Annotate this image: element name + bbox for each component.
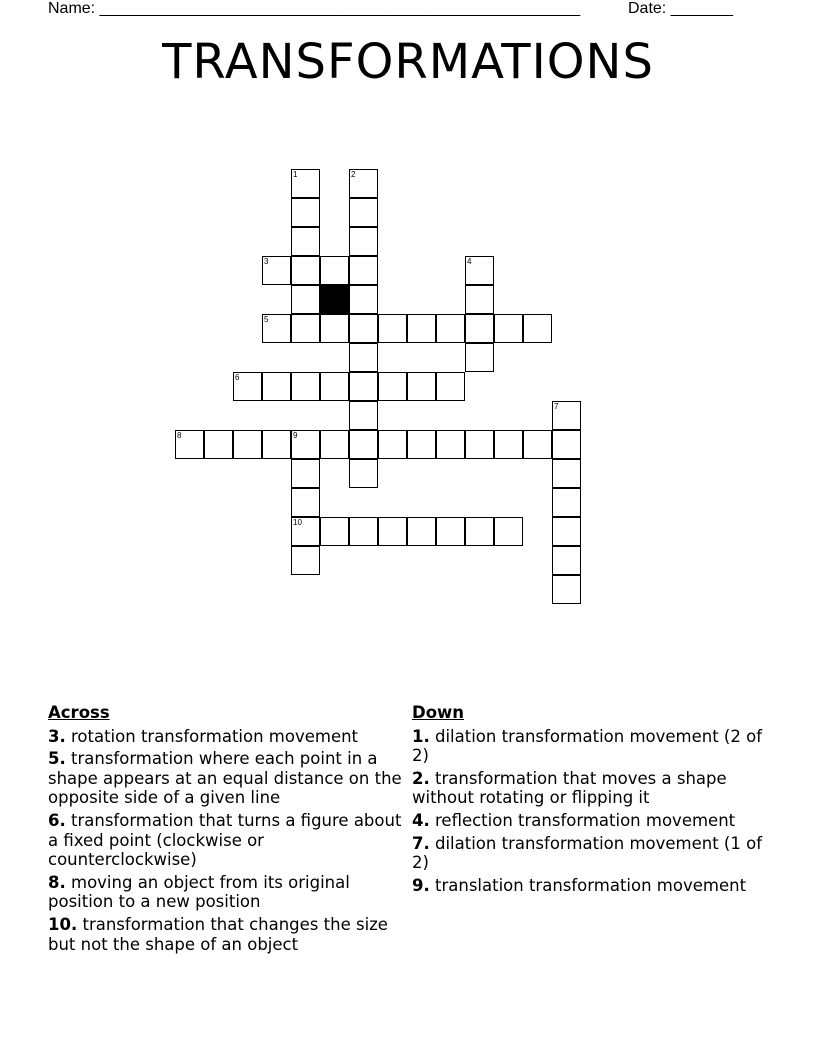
clue-number-label: 10 xyxy=(293,518,302,527)
grid-cell[interactable] xyxy=(291,314,320,343)
across-heading: Across xyxy=(48,703,110,722)
clue-number-label: 2 xyxy=(351,170,356,179)
grid-cell[interactable] xyxy=(291,256,320,285)
grid-cell[interactable] xyxy=(378,430,407,459)
grid-cell[interactable] xyxy=(494,517,523,546)
grid-cell[interactable] xyxy=(349,285,378,314)
clue-text: dilation transformation movement (2 of 2) xyxy=(412,726,763,766)
clue-number: 5. xyxy=(48,749,66,769)
clue-number-label: 7 xyxy=(554,402,559,411)
grid-cell[interactable] xyxy=(291,198,320,227)
grid-cell[interactable] xyxy=(523,314,552,343)
date-field-label: Date: _______ xyxy=(628,0,733,17)
grid-cell[interactable] xyxy=(494,314,523,343)
across-clue xyxy=(48,873,408,912)
clue-text: transformation that moves a shape without rotating or flipping it xyxy=(412,768,727,808)
down-heading: Down xyxy=(412,703,465,722)
grid-cell[interactable] xyxy=(291,227,320,256)
grid-cell[interactable] xyxy=(349,430,378,459)
grid-cell[interactable] xyxy=(320,256,349,285)
name-field-label: Name: ______________________________________________________ xyxy=(48,0,581,17)
grid-cell[interactable] xyxy=(494,430,523,459)
grid-cell[interactable] xyxy=(436,430,465,459)
clue-number-label: 6 xyxy=(235,373,240,382)
clue-number: 9. xyxy=(412,875,430,895)
grid-cell[interactable] xyxy=(262,430,291,459)
clue-number-label: 9 xyxy=(293,431,298,440)
clue-number: 10. xyxy=(48,914,78,934)
clue-number-label: 3 xyxy=(264,257,269,266)
down-clues xyxy=(412,703,762,898)
across-clue xyxy=(48,915,408,954)
grid-cell[interactable] xyxy=(552,546,581,575)
grid-cell[interactable] xyxy=(378,517,407,546)
grid-cell[interactable] xyxy=(349,256,378,285)
grid-cell[interactable] xyxy=(465,430,494,459)
grid-cell[interactable] xyxy=(291,372,320,401)
grid-cell[interactable] xyxy=(320,430,349,459)
down-clue xyxy=(412,811,762,831)
clue-text: dilation transformation movement (1 of 2) xyxy=(412,833,763,873)
clue-number-label: 8 xyxy=(177,431,182,440)
down-clue xyxy=(412,876,762,896)
clue-number: 4. xyxy=(412,810,430,830)
down-clue xyxy=(412,727,762,766)
grid-cell[interactable] xyxy=(291,546,320,575)
grid-cell[interactable] xyxy=(436,372,465,401)
clue-number: 3. xyxy=(48,726,66,746)
grid-cell[interactable] xyxy=(349,517,378,546)
grid-cell[interactable] xyxy=(465,314,494,343)
grid-cell[interactable] xyxy=(552,459,581,488)
grid-cell[interactable] xyxy=(436,314,465,343)
clue-number-label: 4 xyxy=(467,257,472,266)
grid-cell[interactable] xyxy=(262,372,291,401)
clue-number-label: 1 xyxy=(293,170,298,179)
clue-number-label: 5 xyxy=(264,315,269,324)
clue-text: transformation that changes the size but not the shape of an object xyxy=(48,914,388,954)
grid-cell[interactable] xyxy=(291,285,320,314)
clue-text: transformation where each point in a shape appears at an equal distance on the opposite side of a given line xyxy=(48,749,402,808)
grid-cell[interactable] xyxy=(320,517,349,546)
grid-cell[interactable] xyxy=(378,372,407,401)
clue-number: 7. xyxy=(412,833,430,853)
blocked-cell xyxy=(320,285,349,314)
across-clues xyxy=(48,703,408,957)
grid-cell[interactable] xyxy=(349,343,378,372)
grid-cell[interactable] xyxy=(465,285,494,314)
grid-cell[interactable] xyxy=(407,314,436,343)
clue-number: 2. xyxy=(412,768,430,788)
grid-cell[interactable] xyxy=(436,517,465,546)
clue-number: 1. xyxy=(412,726,430,746)
grid-cell[interactable] xyxy=(204,430,233,459)
grid-cell[interactable] xyxy=(407,430,436,459)
across-clue xyxy=(48,749,408,808)
grid-cell[interactable] xyxy=(407,372,436,401)
clue-text: rotation transformation movement xyxy=(65,726,359,746)
grid-cell[interactable] xyxy=(552,430,581,459)
page-title: TRANSFORMATIONS xyxy=(162,34,654,90)
grid-cell[interactable] xyxy=(465,517,494,546)
grid-cell[interactable] xyxy=(349,227,378,256)
grid-cell[interactable] xyxy=(291,488,320,517)
clue-text: translation transformation movement xyxy=(429,875,747,895)
grid-cell[interactable] xyxy=(233,430,262,459)
clue-number: 8. xyxy=(48,872,66,892)
grid-cell[interactable] xyxy=(349,198,378,227)
grid-cell[interactable] xyxy=(465,343,494,372)
grid-cell[interactable] xyxy=(349,401,378,430)
grid-cell[interactable] xyxy=(552,488,581,517)
grid-cell[interactable] xyxy=(552,575,581,604)
grid-cell[interactable] xyxy=(523,430,552,459)
down-clue xyxy=(412,769,762,808)
clue-text: moving an object from its original position to a new position xyxy=(48,872,350,912)
grid-cell[interactable] xyxy=(552,517,581,546)
across-clue xyxy=(48,727,408,747)
grid-cell[interactable] xyxy=(320,372,349,401)
grid-cell[interactable] xyxy=(349,314,378,343)
clue-text: reflection transformation movement xyxy=(429,810,736,830)
clue-text: transformation that turns a figure about a fixed point (clockwise or counterclockwise) xyxy=(48,810,402,870)
down-clue xyxy=(412,834,762,873)
grid-cell[interactable] xyxy=(378,314,407,343)
grid-cell[interactable] xyxy=(320,314,349,343)
grid-cell[interactable] xyxy=(291,459,320,488)
grid-cell[interactable] xyxy=(407,517,436,546)
clue-number: 6. xyxy=(48,810,66,830)
across-clue xyxy=(48,811,408,870)
grid-cell[interactable] xyxy=(349,459,378,488)
grid-cell[interactable] xyxy=(349,372,378,401)
